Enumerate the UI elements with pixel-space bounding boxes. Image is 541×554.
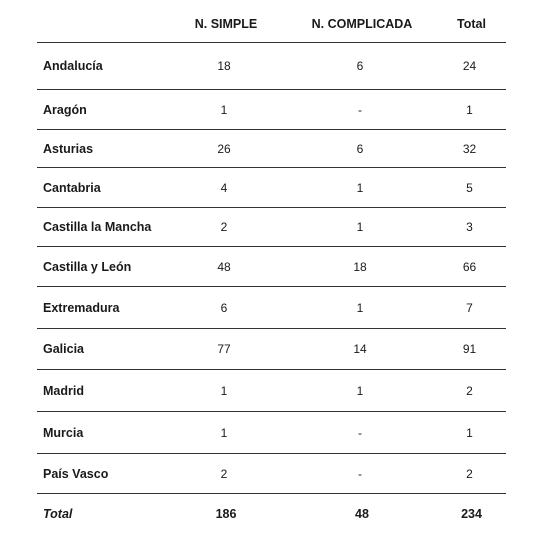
row-region: País Vasco — [37, 454, 165, 494]
row-complicada: 6 — [287, 130, 437, 168]
table-row — [37, 130, 506, 168]
footer-label: Total — [43, 507, 73, 521]
header-region — [37, 6, 165, 43]
table-body — [37, 43, 506, 494]
row-total: 5 — [437, 168, 506, 208]
row-complicada: - — [287, 90, 437, 130]
row-simple: 2 — [165, 208, 287, 247]
row-simple: 1 — [165, 412, 287, 454]
row-region: Castilla y León — [37, 247, 165, 287]
footer-simple: 186 — [215, 507, 237, 521]
row-simple: 18 — [165, 43, 287, 90]
row-simple: 48 — [165, 247, 287, 287]
row-region: Extremadura — [37, 287, 165, 329]
row-region: Galicia — [37, 329, 165, 370]
row-simple: 26 — [165, 130, 287, 168]
header-total: Total — [437, 6, 506, 43]
row-total: 3 — [437, 208, 506, 247]
row-complicada: 6 — [287, 43, 437, 90]
row-complicada: 14 — [287, 329, 437, 370]
row-simple: 4 — [165, 168, 287, 208]
row-complicada: 1 — [287, 208, 437, 247]
table-header — [37, 6, 506, 43]
row-complicada: 18 — [287, 247, 437, 287]
table-row — [37, 43, 506, 90]
table-row — [37, 370, 506, 412]
row-region: Murcia — [37, 412, 165, 454]
row-simple: 6 — [165, 287, 287, 329]
table-footer — [37, 494, 506, 535]
table-row — [37, 168, 506, 208]
table-row — [37, 247, 506, 287]
row-simple: 1 — [165, 90, 287, 130]
table-row — [37, 208, 506, 247]
row-total: 32 — [437, 130, 506, 168]
row-total: 1 — [437, 90, 506, 130]
row-simple: 1 — [165, 370, 287, 412]
row-total: 7 — [437, 287, 506, 329]
header-complicada: N. COMPLICADA — [287, 6, 437, 43]
table-row — [37, 329, 506, 370]
row-region: Castilla la Mancha — [37, 208, 165, 247]
header-row — [37, 6, 506, 43]
footer-row — [37, 494, 506, 535]
row-total: 2 — [437, 454, 506, 494]
row-total: 1 — [437, 412, 506, 454]
table-row — [37, 454, 506, 494]
row-region: Madrid — [37, 370, 165, 412]
row-total: 66 — [437, 247, 506, 287]
data-table — [37, 6, 506, 534]
row-region: Aragón — [37, 90, 165, 130]
row-total: 91 — [437, 329, 506, 370]
row-complicada: 1 — [287, 287, 437, 329]
header-simple: N. SIMPLE — [165, 6, 287, 43]
row-region: Asturias — [37, 130, 165, 168]
row-total: 2 — [437, 370, 506, 412]
row-simple: 77 — [165, 329, 287, 370]
row-total: 24 — [437, 43, 506, 90]
row-complicada: 1 — [287, 168, 437, 208]
table-row — [37, 412, 506, 454]
footer-complicada: 48 — [355, 507, 369, 521]
row-simple: 2 — [165, 454, 287, 494]
table-row — [37, 90, 506, 130]
table-row — [37, 287, 506, 329]
row-region: Cantabria — [37, 168, 165, 208]
row-region: Andalucía — [37, 43, 165, 90]
row-complicada: - — [287, 454, 437, 494]
row-complicada: 1 — [287, 370, 437, 412]
row-complicada: - — [287, 412, 437, 454]
footer-total: 234 — [461, 507, 482, 521]
